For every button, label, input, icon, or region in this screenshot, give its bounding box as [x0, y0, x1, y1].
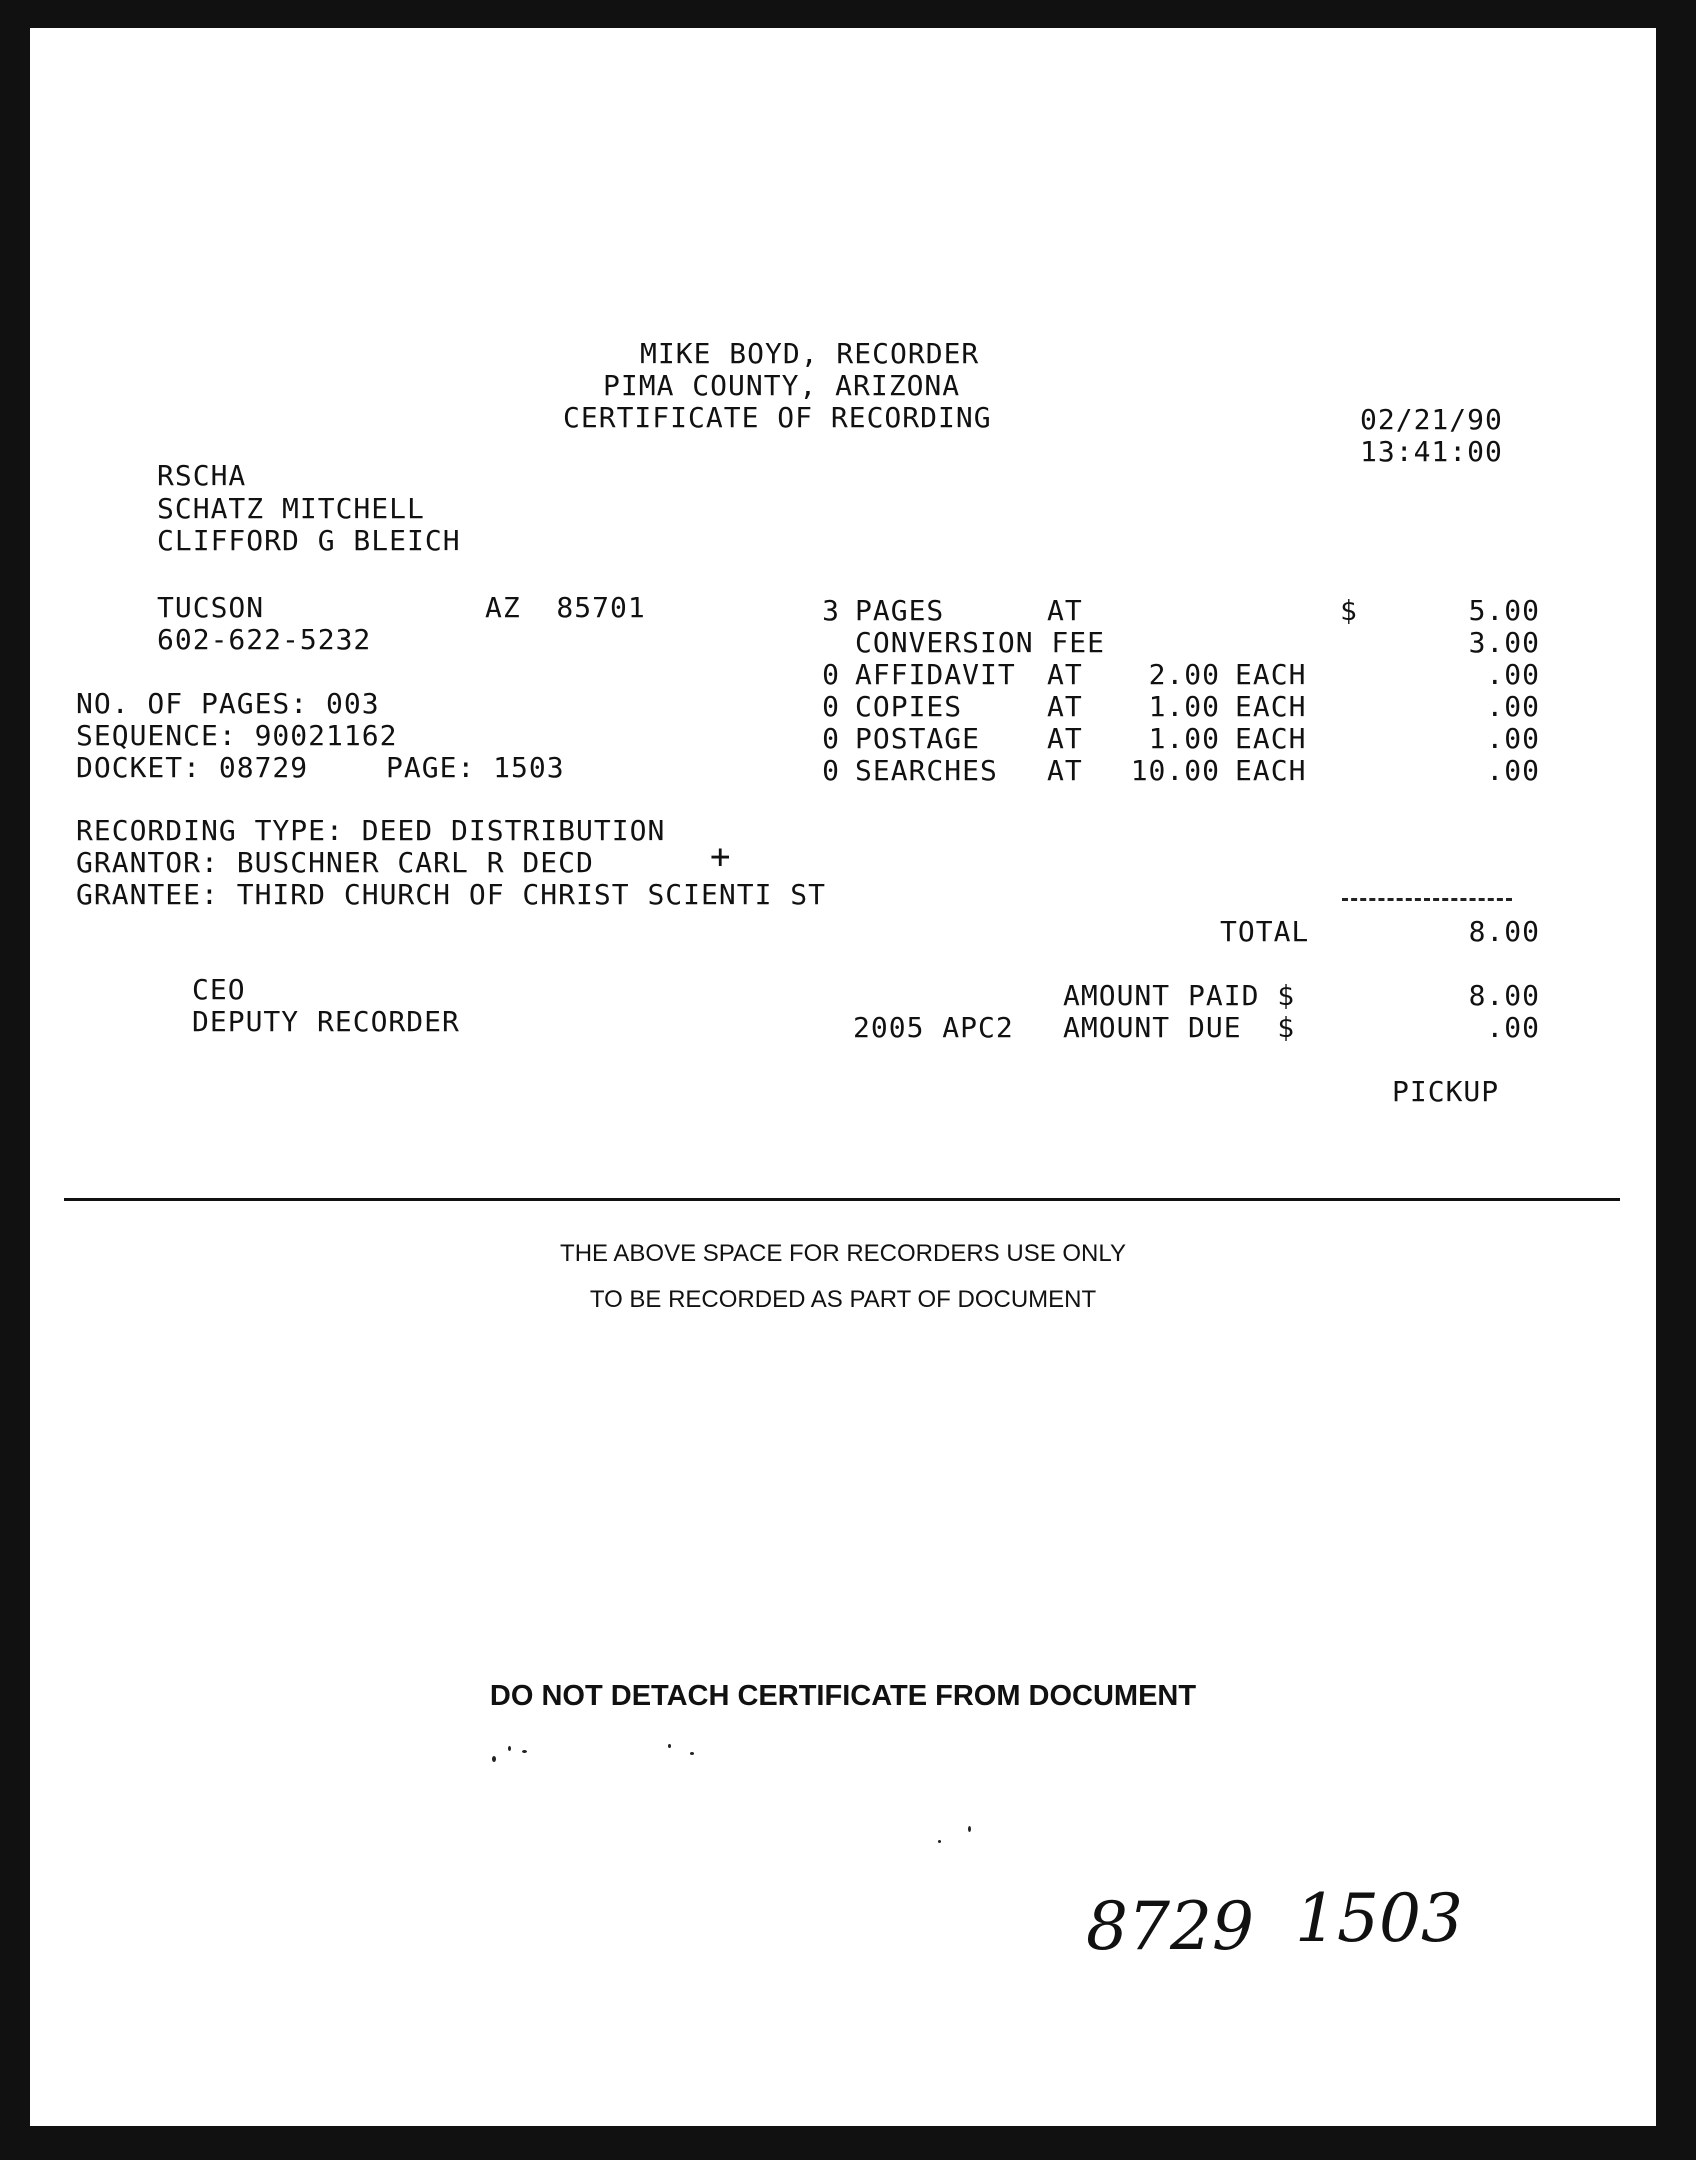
fee-quantity: 0	[822, 754, 840, 787]
fee-amount: .00	[1486, 754, 1540, 787]
scan-speck	[668, 1744, 671, 1748]
addressee-line-1: RSCHA	[157, 459, 247, 492]
fee-at: AT	[1047, 690, 1083, 723]
fee-item: PAGES	[855, 594, 945, 627]
addressee-city: TUCSON	[157, 591, 265, 624]
fee-each: EACH	[1235, 722, 1307, 755]
amount-paid: 8.00	[1468, 979, 1540, 1012]
fee-item: COPIES	[855, 690, 963, 723]
handwritten-plus-mark: +	[710, 837, 732, 877]
fee-rate: 1.00	[1148, 722, 1220, 755]
amount-due-label: AMOUNT DUE $	[1063, 1011, 1296, 1044]
recorders-use-notice: THE ABOVE SPACE FOR RECORDERS USE ONLY	[560, 1240, 1126, 1267]
addressee-line-2: SCHATZ MITCHELL	[157, 492, 425, 525]
recorder-name: MIKE BOYD, RECORDER	[640, 337, 980, 370]
fee-each: EACH	[1235, 658, 1307, 691]
recording-time: 13:41:00	[1360, 435, 1503, 468]
grantee: GRANTEE: THIRD CHURCH OF CHRIST SCIENTI ST	[76, 878, 827, 911]
fee-amount: .00	[1486, 658, 1540, 691]
fee-item: CONVERSION FEE	[855, 626, 1106, 659]
handwritten-page: 1503	[1295, 1880, 1463, 1957]
deputy-title: DEPUTY RECORDER	[192, 1005, 460, 1038]
fee-quantity: 0	[822, 690, 840, 723]
fee-amount: .00	[1486, 722, 1540, 755]
fee-rate: 2.00	[1148, 658, 1220, 691]
fee-at: AT	[1047, 658, 1083, 691]
fee-amount: 5.00	[1468, 594, 1540, 627]
fee-quantity: 0	[822, 722, 840, 755]
fee-at: AT	[1047, 722, 1083, 755]
total-amount: 8.00	[1468, 915, 1540, 948]
pickup-label: PICKUP	[1392, 1075, 1500, 1108]
scan-speck	[522, 1750, 527, 1753]
page-number: PAGE: 1503	[386, 751, 565, 784]
fee-quantity: 0	[822, 658, 840, 691]
scan-speck	[492, 1756, 496, 1762]
do-not-detach-notice: DO NOT DETACH CERTIFICATE FROM DOCUMENT	[489, 1680, 1197, 1712]
handwritten-docket: 8729	[1086, 1888, 1254, 1965]
fee-each: EACH	[1235, 690, 1307, 723]
grantor: GRANTOR: BUSCHNER CARL R DECD	[76, 846, 594, 879]
total-label: TOTAL	[1220, 915, 1310, 948]
docket-number: DOCKET: 08729	[76, 751, 309, 784]
recorder-section-divider	[64, 1198, 1620, 1201]
scan-speck	[968, 1826, 971, 1832]
amount-due: .00	[1486, 1011, 1540, 1044]
fee-at: AT	[1047, 594, 1083, 627]
fee-dollar-sign: $	[1340, 594, 1358, 627]
fee-amount: .00	[1486, 690, 1540, 723]
fee-rate: 10.00	[1130, 754, 1220, 787]
county-name: PIMA COUNTY, ARIZONA	[603, 369, 961, 402]
scan-speck	[690, 1752, 694, 1755]
recording-date: 02/21/90	[1360, 403, 1503, 436]
fee-at: AT	[1047, 754, 1083, 787]
fee-amount: 3.00	[1468, 626, 1540, 659]
certificate-page	[30, 28, 1656, 2126]
total-divider	[1342, 898, 1512, 901]
recorded-as-part-notice: TO BE RECORDED AS PART OF DOCUMENT	[589, 1286, 1097, 1313]
fee-item: POSTAGE	[855, 722, 981, 755]
amount-paid-label: AMOUNT PAID $	[1063, 979, 1296, 1012]
fee-each: EACH	[1235, 754, 1307, 787]
fee-item: SEARCHES	[855, 754, 998, 787]
station-id: 2005 APC2	[853, 1011, 1014, 1044]
scan-speck	[938, 1840, 941, 1843]
certificate-title: CERTIFICATE OF RECORDING	[563, 401, 992, 434]
recording-type: RECORDING TYPE: DEED DISTRIBUTION	[76, 814, 666, 847]
scan-speck	[508, 1746, 511, 1751]
fee-quantity: 3	[822, 594, 840, 627]
addressee-line-3: CLIFFORD G BLEICH	[157, 524, 461, 557]
fee-rate: 1.00	[1148, 690, 1220, 723]
fee-item: AFFIDAVIT	[855, 658, 1016, 691]
deputy-initials: CEO	[192, 973, 246, 1006]
addressee-state-zip: AZ 85701	[485, 591, 646, 624]
sequence-number: SEQUENCE: 90021162	[76, 719, 398, 752]
addressee-phone: 602-622-5232	[157, 623, 372, 656]
number-of-pages: NO. OF PAGES: 003	[76, 687, 380, 720]
